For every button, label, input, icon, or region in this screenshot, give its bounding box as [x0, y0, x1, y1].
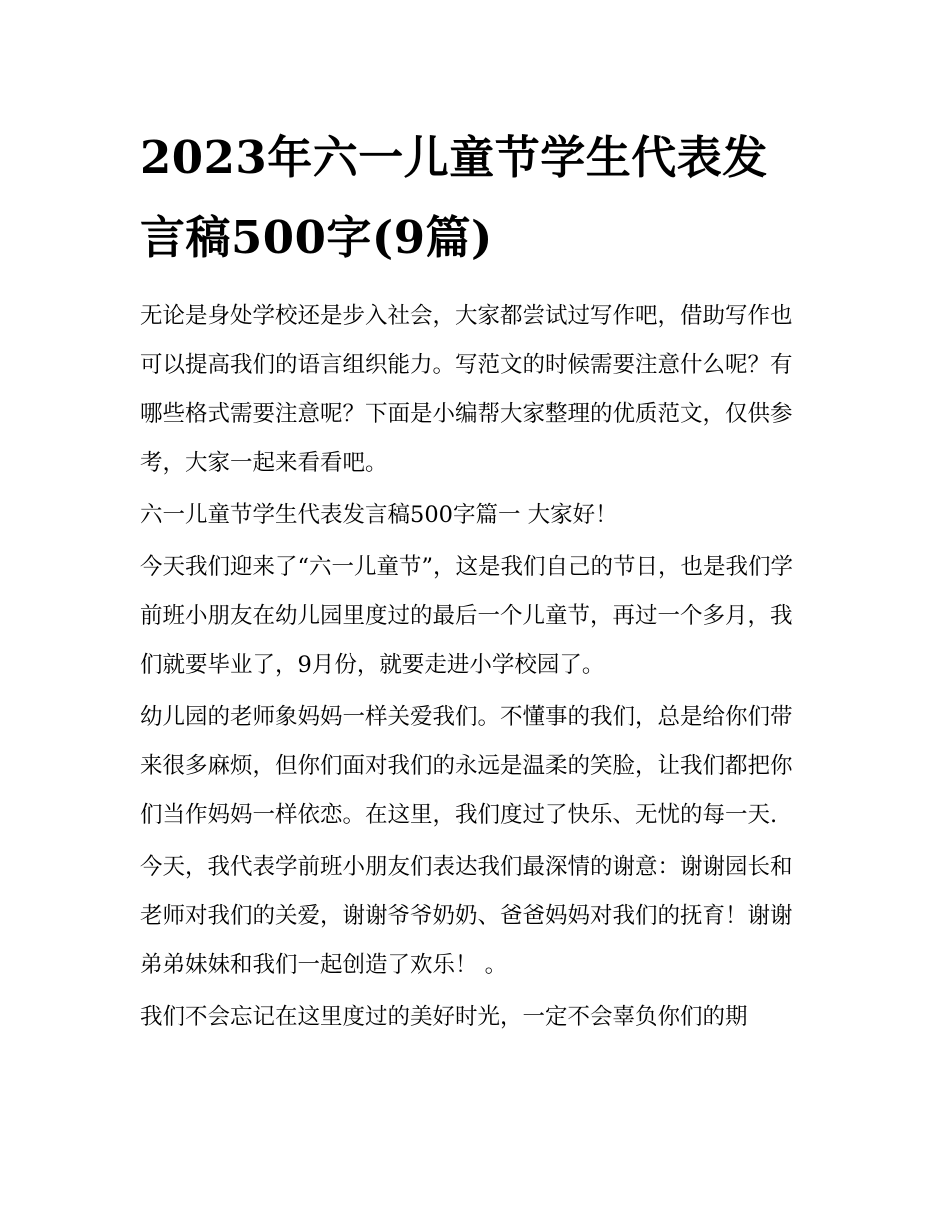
paragraph-body: 幼儿园的老师象妈妈一样关爱我们。不懂事的我们，总是给你们带来很多麻烦，但你们面对我们的永远是温柔的笑脸，让我们都把你们当作妈妈一样依恋。在这里，我们度过了快乐、无忧的每一天. — [140, 704, 793, 828]
paragraph-intro: 无论是身处学校还是步入社会，大家都尝试过写作吧，借助写作也可以提高我们的语言组织能力。写范文的时候需要注意什么呢？有哪些格式需要注意呢？下面是小编帮大家整理的优质范文，仅供参考，大家一起来看看吧。 — [140, 303, 793, 476]
paragraph-body: 今天，我代表学前班小朋友们表达我们最深情的谢意：谢谢园长和老师对我们的关爱，谢谢爷爷奶奶、爸爸妈妈对我们的抚育！谢谢弟弟妹妹和我们一起创造了欢乐！ 。 — [140, 854, 793, 978]
paragraph-body: 今天我们迎来了“六一儿童节”，这是我们自己的节日，也是我们学前班小朋友在幼儿园里度过的最后一个儿童节，再过一个多月，我们就要毕业了，9月份，就要走进小学校园了。 — [140, 554, 794, 678]
document-body — [140, 118, 812, 1045]
paragraph-body: 我们不会忘记在这里度过的美好时光，一定不会辜负你们的期 — [140, 1004, 748, 1030]
paragraph-section-heading: 六一儿童节学生代表发言稿500字篇一 大家好！ — [140, 502, 618, 528]
document-title: 2023年六一儿童节学生代表发言稿500字(9篇) — [140, 131, 768, 264]
